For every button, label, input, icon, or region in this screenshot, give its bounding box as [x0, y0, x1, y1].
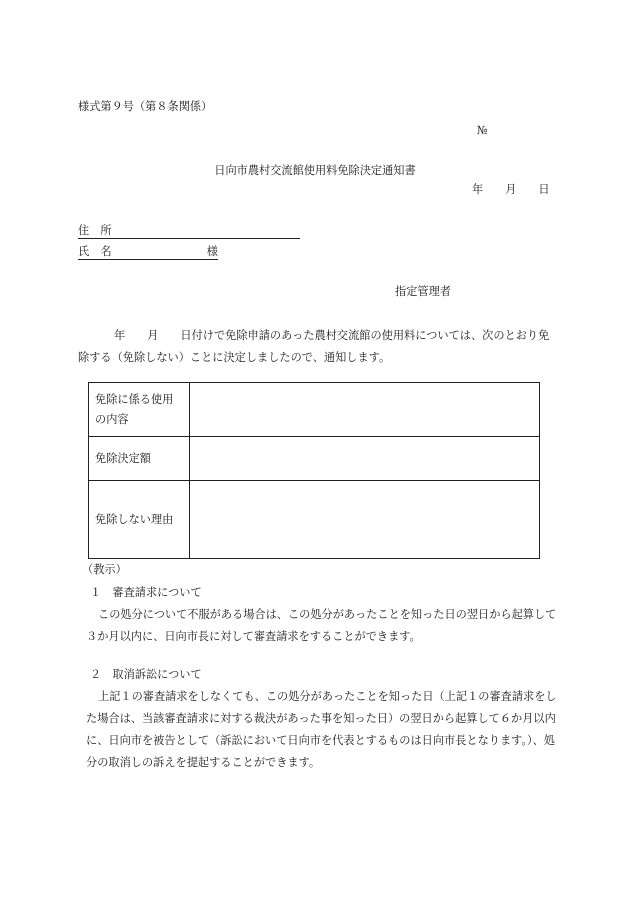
- body-year: 年: [114, 329, 126, 342]
- instruction-heading: （教示）: [82, 563, 127, 576]
- body-text: 日付けで免除申請のあった農村交流館の使用料については、次のとおり免除する（免除しない）ことに決定しましたので、通知します。: [78, 329, 550, 364]
- instruction-item-text: この処分について不服がある場合は、この処分があったことを知った日の翌日から起算して３か月以内に、日向市長に対して審査請求をすることができます。: [86, 608, 557, 643]
- date-day-label: 日: [538, 183, 550, 196]
- table-row: [89, 437, 540, 481]
- row-value: [190, 481, 540, 559]
- table-row: [89, 481, 540, 559]
- date-month-label: 月: [505, 183, 517, 196]
- instruction-item-text: 上記１の審査請求をしなくても、この処分があったことを知った日（上記１の審査請求をした場合は、当該審査請求に対する裁決があった事を知った日）の翌日から起算して６か月以内に、日向市を被告として（訴訟において日向市を代表とするものは日向市長となります。）、処分の取消しの訴えを提起することができます。: [86, 690, 557, 769]
- issue-date: [472, 183, 550, 196]
- form-number: 様式第９号（第８条関係）: [78, 100, 213, 113]
- name-label-line: [78, 245, 218, 260]
- body-month: 月: [147, 329, 159, 342]
- address-label: 住 所: [78, 224, 300, 239]
- exemption-table: [88, 382, 540, 559]
- row-value: [190, 383, 540, 437]
- instruction-item-title: ２ 取消訴訟について: [90, 668, 202, 681]
- row-value: [190, 437, 540, 481]
- sender-designated-manager: 指定管理者: [395, 285, 451, 298]
- row-label: 免除決定額: [89, 437, 190, 481]
- recipient-address: [78, 224, 300, 239]
- notice-body: [78, 325, 554, 369]
- date-year-label: 年: [472, 183, 484, 196]
- recipient-name: [78, 245, 218, 260]
- document-number-label: №: [477, 124, 488, 137]
- table-row: [89, 383, 540, 437]
- name-label: 氏 名: [78, 245, 112, 258]
- honorific: 様: [206, 245, 218, 258]
- row-label: 免除しない理由: [89, 481, 190, 559]
- instruction-item-title: １ 審査請求について: [90, 586, 202, 599]
- row-label: 免除に係る使用の内容: [89, 383, 190, 437]
- document-title: 日向市農村交流館使用料免除決定通知書: [214, 164, 416, 177]
